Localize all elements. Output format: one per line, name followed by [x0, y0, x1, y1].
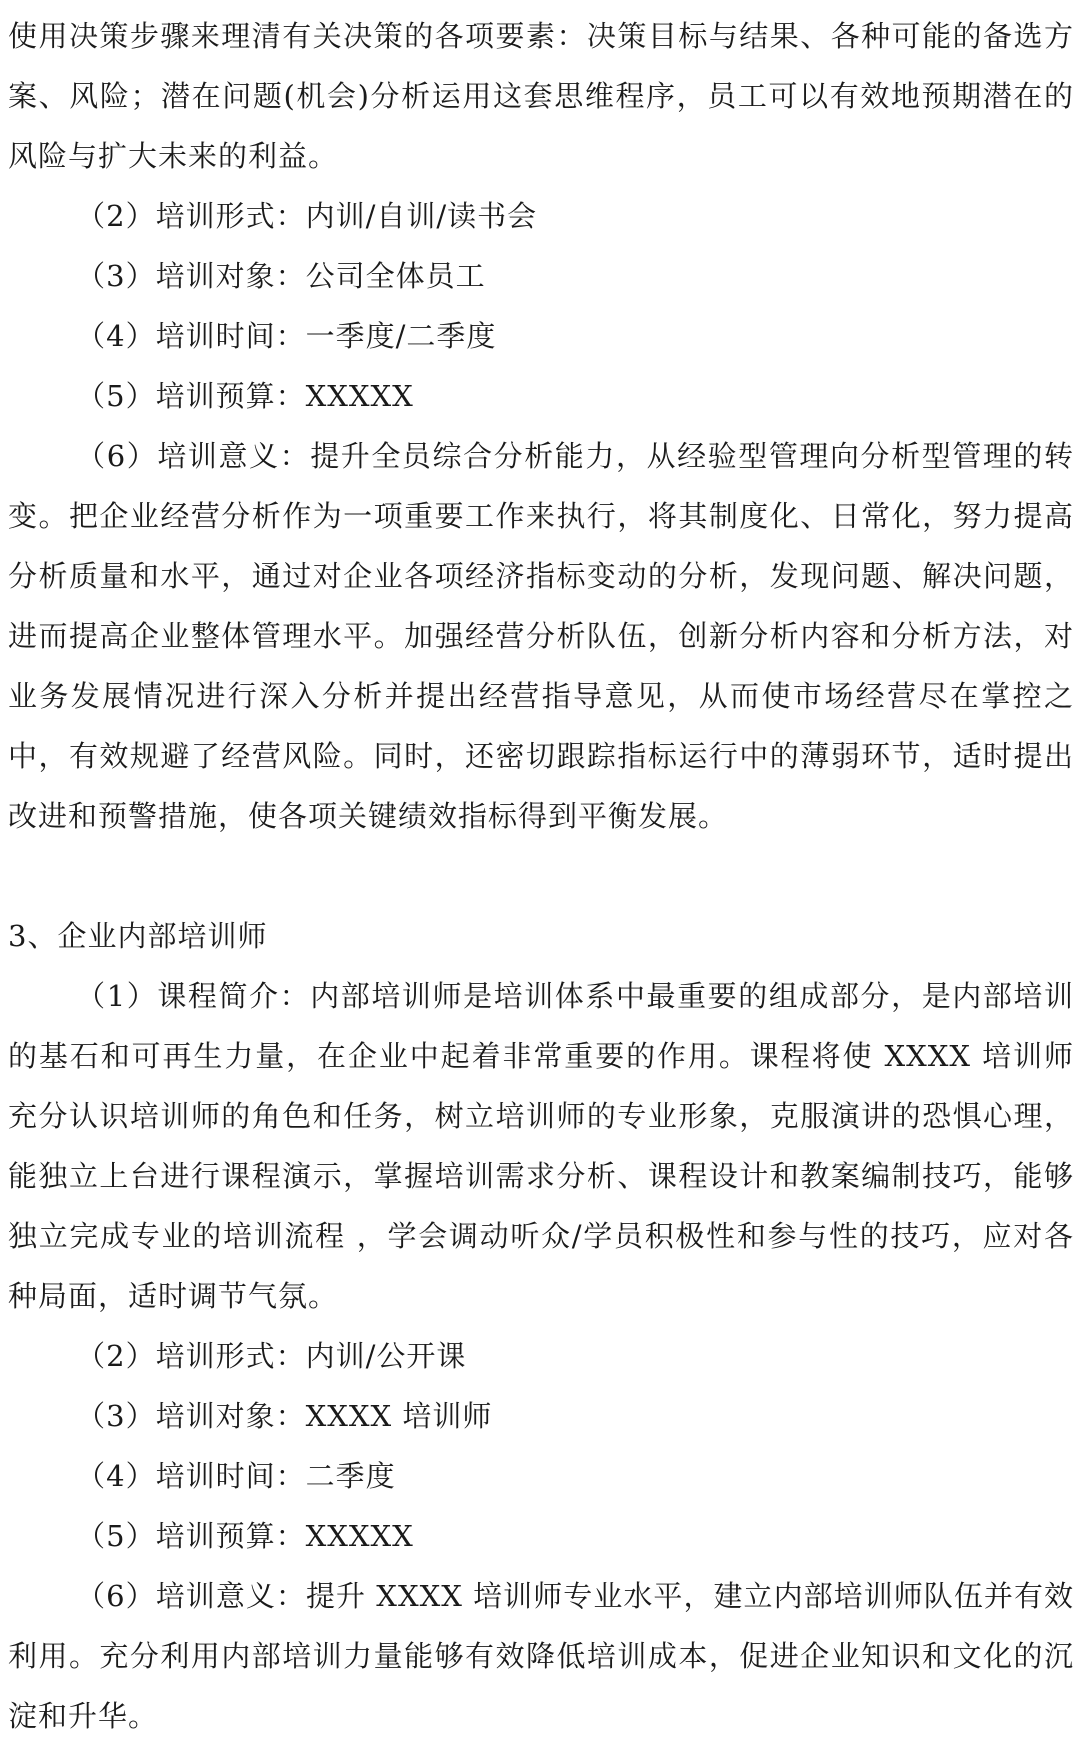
item-training-audience: （3）培训对象：XXXX 培训师	[76, 1399, 493, 1433]
item-training-significance: （6）培训意义：提升 XXXX 培训师专业水平，建立内部培训师队伍并有效利用。充分利用内部培训力量能够有效降低培训成本，促进企业知识和文化的沉淀和升华。	[8, 1579, 1074, 1733]
item-training-significance: （6）培训意义：提升全员综合分析能力，从经验型管理向分析型管理的转变。把企业经营分析作为一项重要工作来执行，将其制度化、日常化，努力提高分析质量和水平，通过对企业各项经济指标变动的分析，发现问题、解决问题，进而提高企业整体管理水平。加强经营分析队伍，创新分析内容和分析方法，对业务发展情况进行深入分析并提出经营指导意见，从而使市场经营尽在掌控之中，有效规避了经营风险。同时，还密切跟踪指标运行中的薄弱环节，适时提出改进和预警措施，使各项关键绩效指标得到平衡发展。	[8, 439, 1074, 833]
item-training-budget: （5）培训预算：XXXXX	[76, 1519, 414, 1553]
item-training-audience: （3）培训对象：公司全体员工	[76, 259, 486, 293]
item-training-format: （2）培训形式：内训/自训/读书会	[76, 199, 538, 233]
item-training-time: （4）培训时间：二季度	[76, 1459, 396, 1493]
paragraph-decision-steps: 使用决策步骤来理清有关决策的各项要素：决策目标与结果、各种可能的备选方案、风险；潜在问题(机会)分析运用这套思维程序，员工可以有效地预期潜在的风险与扩大未来的利益。	[8, 19, 1074, 173]
item-course-intro: （1）课程简介：内部培训师是培训体系中最重要的组成部分，是内部培训的基石和可再生力量，在企业中起着非常重要的作用。课程将使 XXXX 培训师充分认识培训师的角色和任务，树立培训师的专业形象，克服演讲的恐惧心理，能独立上台进行课程演示，掌握培训需求分析、课程设计和教案编制技巧，能够独立完成专业的培训流程 ，学会调动听众/学员积极性和参与性的技巧，应对各种局面，适时调节气氛。	[8, 979, 1074, 1313]
item-training-format: （2）培训形式：内训/公开课	[76, 1339, 467, 1373]
section-heading: 3、企业内部培训师	[8, 919, 268, 953]
item-training-budget: （5）培训预算：XXXXX	[76, 379, 414, 413]
item-training-time: （4）培训时间：一季度/二季度	[76, 319, 497, 353]
